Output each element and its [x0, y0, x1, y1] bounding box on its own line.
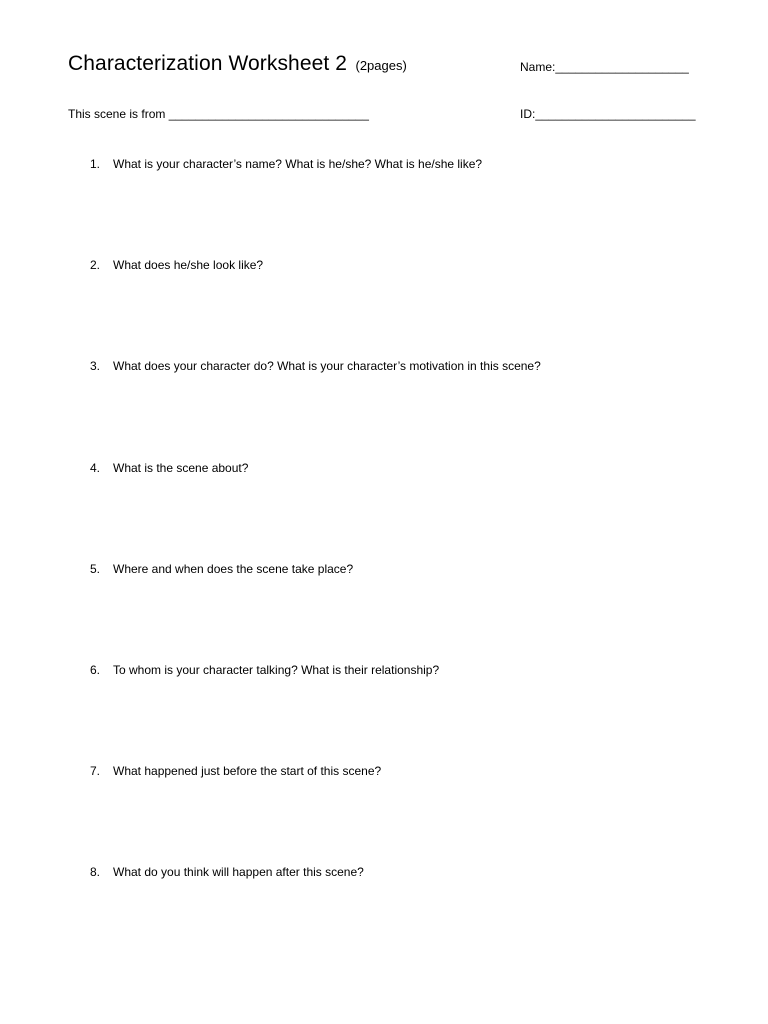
question-text: What do you think will happen after this scene? [113, 865, 364, 879]
question-item [90, 764, 381, 778]
question-item [90, 461, 248, 475]
question-item [90, 157, 482, 171]
name-field: Name:____________________ [520, 60, 689, 74]
question-number: 2. [90, 258, 101, 272]
question-text: What happened just before the start of this scene? [113, 764, 382, 778]
question-number: 4. [90, 461, 101, 475]
question-number: 6. [90, 663, 101, 677]
page-count-note: (2pages) [355, 58, 407, 73]
question-number: 8. [90, 865, 101, 879]
question-item [90, 663, 439, 677]
question-text: What does he/she look like? [113, 258, 264, 272]
question-item [90, 865, 364, 879]
question-item [90, 562, 353, 576]
worksheet-title: Characterization Worksheet 2 [68, 52, 348, 75]
scene-source-field: This scene is from ______________________________ [68, 107, 369, 121]
question-number: 5. [90, 562, 101, 576]
question-number: 3. [90, 359, 101, 373]
question-number: 7. [90, 764, 101, 778]
question-text: To whom is your character talking? What is their relationship? [113, 663, 440, 677]
question-item [90, 359, 541, 373]
question-text: What is your character’s name? What is he/she? What is he/she like? [113, 157, 483, 171]
question-text: Where and when does the scene take place? [113, 562, 354, 576]
question-number: 1. [90, 157, 101, 171]
id-field: ID:________________________ [520, 107, 696, 121]
question-text: What does your character do? What is your character’s motivation in this scene? [113, 359, 541, 373]
question-text: What is the scene about? [113, 461, 249, 475]
question-item [90, 258, 263, 272]
